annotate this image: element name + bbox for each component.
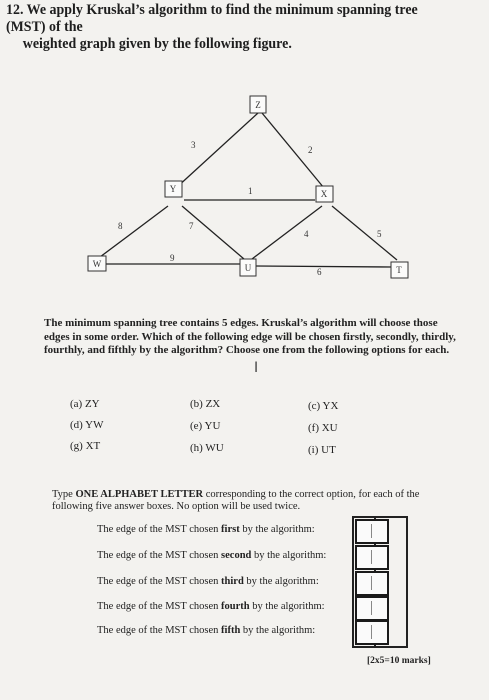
edge-xt — [332, 206, 397, 260]
weight-zx: 2 — [308, 145, 313, 155]
edge-xu — [252, 206, 322, 259]
answer-row-first — [97, 524, 315, 535]
node-t-label: T — [396, 265, 402, 275]
answer-row-fourth — [97, 601, 325, 612]
answer-row-1-pre: The edge of the MST chosen — [97, 524, 222, 535]
answer-row-5-bold: fifth — [221, 625, 241, 636]
answer-box-5[interactable] — [355, 620, 389, 645]
option-g: (g) XT — [70, 440, 101, 452]
option-a: (a) ZY — [70, 398, 100, 410]
node-z-label: Z — [255, 100, 261, 110]
answer-row-4-pre: The edge of the MST chosen — [97, 601, 222, 612]
answer-row-2-post: by the algorithm: — [251, 550, 327, 561]
problem-paragraph: The minimum spanning tree contains 5 edges. Kruskal’s algorithm will choose those edges in some order. Which of the following edge will be chosen firstly, secondly, thirdly, fourthly, and fifthly by the algorithm? Choose one from the following options for each. — [44, 317, 456, 356]
answer-row-3-bold: third — [221, 576, 244, 587]
option-c: (c) YX — [308, 400, 339, 412]
weight-ut: 6 — [317, 267, 322, 277]
weight-zy: 3 — [191, 140, 196, 150]
weight-yx: 1 — [248, 186, 253, 196]
answer-row-2-bold: second — [221, 550, 252, 561]
question-line-1: 12. We apply Kruskal’s algorithm to find the minimum spanning tree (MST) of the — [6, 2, 418, 35]
text-caret-icon — [371, 524, 372, 538]
answer-row-3-pre: The edge of the MST chosen — [97, 576, 222, 587]
answer-instructions — [52, 489, 452, 513]
answer-row-3-post: by the algorithm: — [243, 576, 319, 587]
question-line-2: weighted graph given by the following figure. — [22, 36, 292, 52]
instructions-bold: ONE ALPHABET LETTER — [75, 489, 204, 500]
node-t — [391, 262, 408, 278]
answer-row-5-post: by the algorithm: — [240, 625, 316, 636]
marks-label: [2x5=10 marks] — [367, 656, 431, 666]
option-e: (e) YU — [190, 420, 221, 432]
edge-ut — [256, 266, 392, 267]
weight-xu: 4 — [304, 229, 309, 239]
question-title — [6, 2, 452, 53]
node-x-label: X — [320, 189, 328, 199]
node-x — [316, 186, 333, 202]
option-f: (f) XU — [308, 422, 338, 434]
option-i: (i) UT — [308, 444, 336, 456]
answer-row-fifth — [97, 625, 315, 636]
answer-box-4[interactable] — [355, 596, 389, 621]
edge-zy — [176, 113, 258, 188]
node-z — [250, 96, 266, 113]
option-b: (b) ZX — [190, 398, 221, 410]
edge-yu — [182, 206, 244, 259]
node-w — [88, 256, 106, 271]
answer-row-5-pre: The edge of the MST chosen — [97, 625, 222, 636]
text-caret-icon — [371, 576, 372, 590]
answer-box-1[interactable] — [355, 519, 389, 544]
answer-row-1-bold: first — [221, 524, 240, 535]
answer-row-third — [97, 576, 319, 587]
weighted-graph-figure — [0, 80, 489, 290]
weight-xt: 5 — [377, 229, 382, 239]
answer-row-4-bold: fourth — [221, 601, 250, 612]
answer-box-3[interactable] — [355, 571, 389, 596]
text-caret-icon — [371, 625, 372, 639]
weight-yw: 8 — [118, 221, 123, 231]
node-u-label: U — [244, 263, 252, 273]
node-y-label: Y — [169, 184, 177, 194]
edge-zx — [262, 113, 324, 188]
answer-box-2[interactable] — [355, 545, 389, 570]
answer-row-4-post: by the algorithm: — [249, 601, 325, 612]
answer-row-second — [97, 550, 326, 561]
text-caret-icon — [371, 601, 372, 615]
answer-row-1-post: by the algorithm: — [239, 524, 315, 535]
option-d: (d) YW — [70, 419, 104, 431]
weight-yu: 7 — [189, 221, 194, 231]
text-caret-icon — [371, 550, 372, 564]
node-y — [165, 181, 182, 197]
node-u — [240, 259, 256, 276]
instructions-prefix: Type — [52, 489, 76, 500]
instructions-suffix: corresponding to the correct option, for each of the following five answer boxes. No option will be used twice. — [52, 489, 420, 512]
node-w-label: W — [92, 259, 102, 269]
weight-wu: 9 — [170, 253, 175, 263]
answer-row-2-pre: The edge of the MST chosen — [97, 550, 222, 561]
text-cursor-icon: I — [254, 360, 259, 376]
option-h: (h) WU — [190, 442, 224, 454]
edge-yw — [100, 206, 168, 257]
